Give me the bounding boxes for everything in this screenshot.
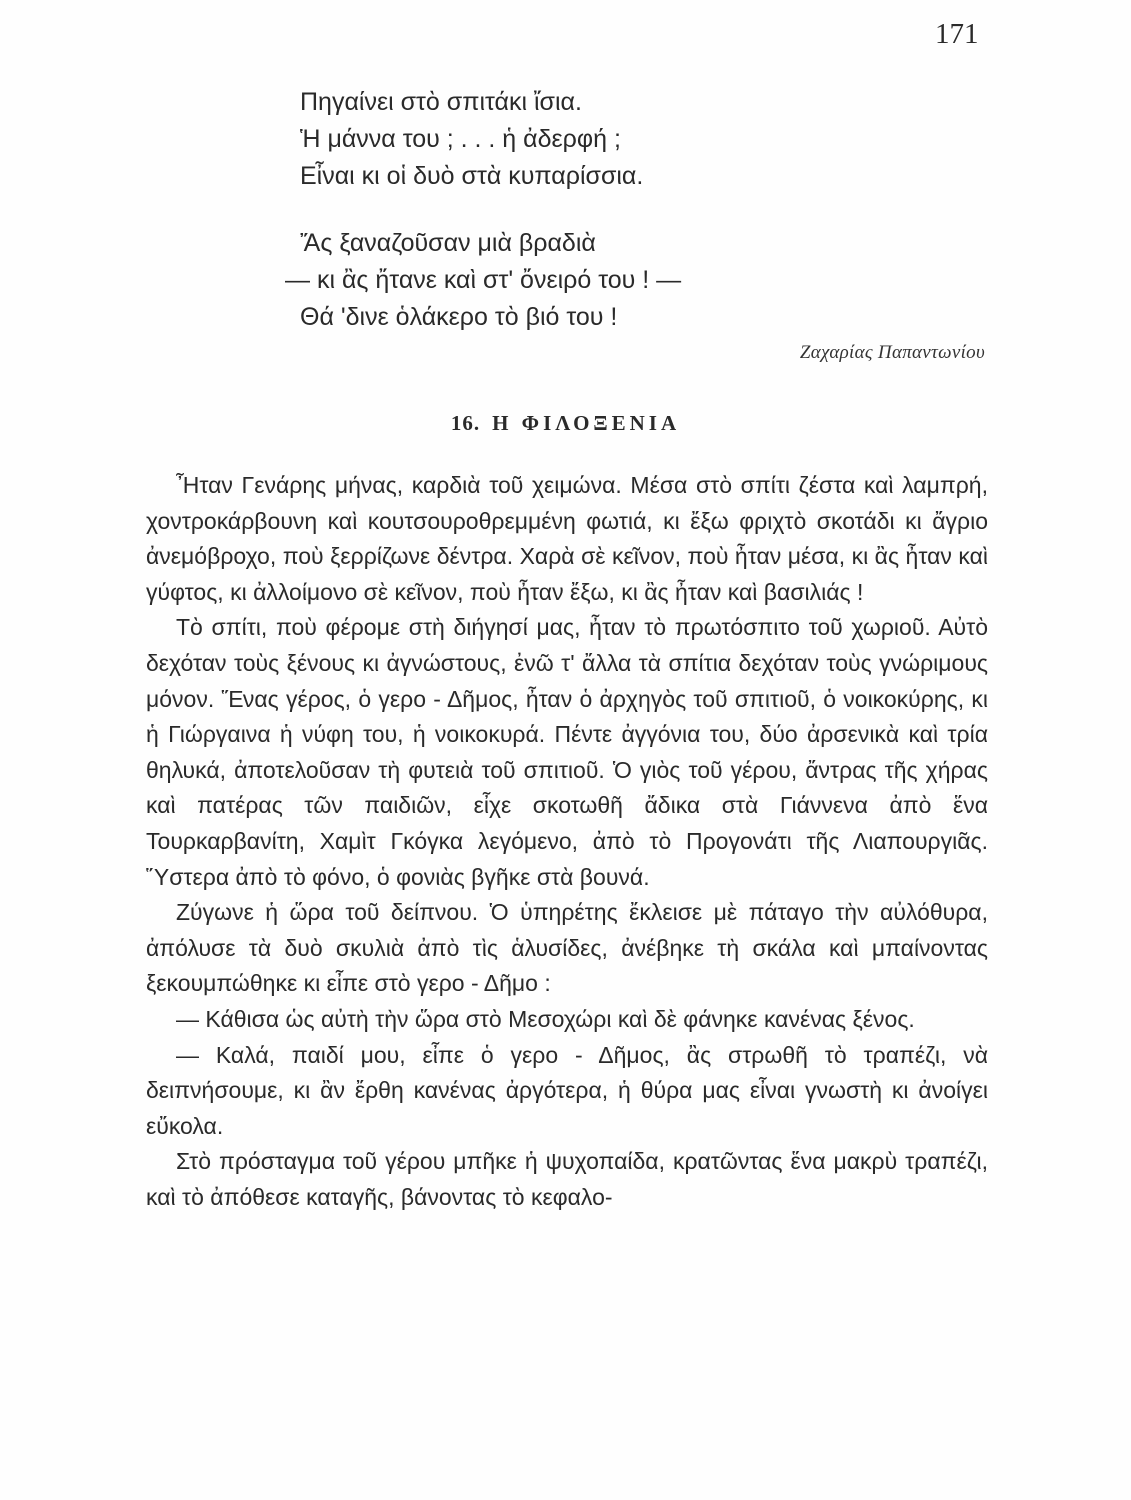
chapter-title (0, 411, 1131, 436)
page-number: 171 (935, 18, 979, 50)
dialogue-paragraph: — Καλά, παιδί μου, εἶπε ὁ γερο - Δῆμος, ἂς στρωθῆ τὸ τραπέζι, νὰ δειπνήσουμε, κι ἂν ἔρθη κανένας ἀργότερα, ἡ θύρα μας εἶναι γνωστὴ κι ἀνοίγει εὔκολα. (146, 1041, 988, 1139)
poem-line: Πηγαίνει στὸ σπιτάκι ἴσια. (300, 88, 582, 116)
body-text (146, 468, 988, 1215)
poem-line: Ἄς ξαναζοῦσαν μιὰ βραδιὰ (300, 229, 596, 257)
poem-line: Ἡ μάννα του ; . . . ἡ ἀδερφή ; (300, 125, 621, 153)
poem (285, 84, 1020, 336)
poem-author: Ζαχαρίας Παπαντωνίου (799, 342, 985, 363)
dialogue-paragraph: — Κάθισα ὡς αὐτὴ τὴν ὥρα στὸ Μεσοχώρι καὶ δὲ φάνηκε κανένας ξένος. (176, 1005, 915, 1032)
paragraph: Στὸ πρόσταγμα τοῦ γέρου μπῆκε ἡ ψυχοπαίδα, κρατῶντας ἕνα μακρὺ τραπέζι, καὶ τὸ ἀπόθεσε καταγῆς, βάνοντας τὸ κεφαλο- (146, 1148, 988, 1210)
poem-line: Θά 'δινε ὁλάκερο τὸ βιό του ! (300, 303, 618, 331)
paragraph: Ἦταν Γενάρης μήνας, καρδιὰ τοῦ χειμώνα. Μέσα στὸ σπίτι ζέστα καὶ λαμπρή, χοντροκάρβουνη καὶ κουτσουροθρεμμένη φωτιά, κι ἔξω φριχτὸ σκοτάδι κι ἄγριο ἀνεμόβροχο, ποὺ ξερρίζωνε δέντρα. Χαρὰ σὲ κεῖνον, ποὺ ἦταν μέσα, κι ἂς ἦταν καὶ γύφτος, κι ἀλλοίμονο σὲ κεῖνον, ποὺ ἦταν ἔξω, κι ἂς ἦταν καὶ βασιλιάς ! (146, 472, 988, 605)
chapter-name: Η ΦΙΛΟΞΕΝΙΑ (492, 411, 681, 435)
poem-line: Εἶναι κι οἱ δυὸ στὰ κυπαρίσσια. (300, 162, 644, 190)
stanza-gap (300, 195, 1020, 225)
paragraph: Ζύγωνε ἡ ὥρα τοῦ δείπνου. Ὁ ὑπηρέτης ἔκλεισε μὲ πάταγο τὴν αὐλόθυρα, ἀπόλυσε τὰ δυὸ σκυλιὰ ἀπὸ τὶς ἁλυσίδες, ἀνέβηκε τὴ σκάλα καὶ μπαίνοντας ξεκουμπώθηκε κι εἶπε στὸ γερο - Δῆμο : (146, 899, 988, 997)
poem-line: — κι ἂς ἤτανε καὶ στ' ὄνειρό του ! — (285, 266, 682, 294)
paragraph: Τὸ σπίτι, ποὺ φέρομε στὴ διήγησί μας, ἦταν τὸ πρωτόσπιτο τοῦ χωριοῦ. Αὐτὸ δεχόταν τοὺς ξένους κι ἀγνώστους, ἐνῶ τ' ἄλλα τὰ σπίτια δεχόταν τοὺς γνώριμους μόνον. Ἕνας γέρος, ὁ γερο - Δῆμος, ἦταν ὁ ἀρχηγὸς τοῦ σπιτιοῦ, ὁ νοικοκύρης, κι ἡ Γιώργαινα ἡ νύφη του, ἡ νοικοκυρά. Πέντε ἀγγόνια του, δύο ἀρσενικὰ καὶ τρία θηλυκά, ἀποτελοῦσαν τὴ φυτειὰ τοῦ σπιτιοῦ. Ὁ γιὸς τοῦ γέρου, ἄντρας τῆς χήρας καὶ πατέρας τῶν παιδιῶν, εἶχε σκοτωθῆ ἄδικα στὰ Γιάννενα ἀπὸ ἕνα Τουρκαρβανίτη, Χαμὶτ Γκόγκα λεγόμενο, ἀπὸ τὸ Προγονάτι τῆς Λιαπουργιᾶς. Ὕστερα ἀπὸ τὸ φόνο, ὁ φονιὰς βγῆκε στὰ βουνά. (146, 614, 988, 890)
chapter-number: 16. (450, 411, 481, 435)
